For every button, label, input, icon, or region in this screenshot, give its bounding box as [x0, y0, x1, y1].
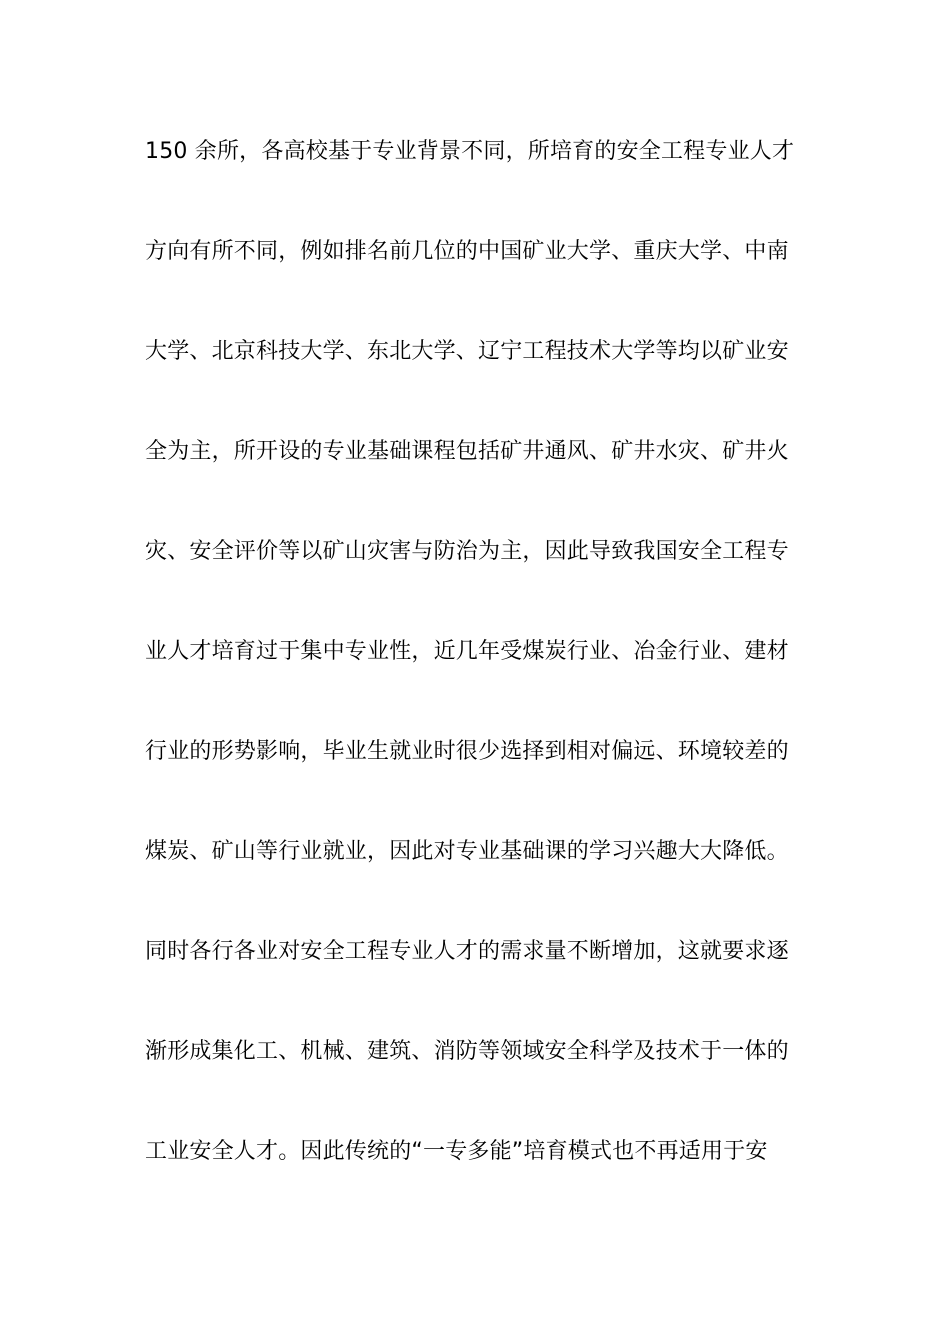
text-line-7: 行业的形势影响，毕业生就业时很少选择到相对偏远、环境较差的	[145, 739, 789, 764]
text-line-10: 渐形成集化工、机械、建筑、消防等领域安全科学及技术于一体的	[145, 1039, 789, 1064]
text-line-11: 工业安全人才。因此传统的“一专多能”培育模式也不再适用于安	[145, 1139, 768, 1164]
body-text	[145, 124, 815, 1224]
text-line-5: 灾、安全评价等以矿山灾害与防治为主，因此导致我国安全工程专	[145, 539, 789, 564]
text-line-3: 大学、北京科技大学、东北大学、辽宁工程技术大学等均以矿业安	[145, 339, 789, 364]
text-line-1: 150 余所，各高校基于专业背景不同，所培育的安全工程专业人才	[145, 139, 795, 164]
text-line-4: 全为主，所开设的专业基础课程包括矿井通风、矿井水灾、矿井火	[145, 439, 789, 464]
text-line-9: 同时各行各业对安全工程专业人才的需求量不断增加，这就要求逐	[145, 939, 789, 964]
text-line-8: 煤炭、矿山等行业就业，因此对专业基础课的学习兴趣大大降低。	[145, 839, 789, 864]
text-line-2: 方向有所不同，例如排名前几位的中国矿业大学、重庆大学、中南	[145, 239, 789, 264]
text-line-6: 业人才培育过于集中专业性，近几年受煤炭行业、冶金行业、建材	[145, 639, 789, 664]
